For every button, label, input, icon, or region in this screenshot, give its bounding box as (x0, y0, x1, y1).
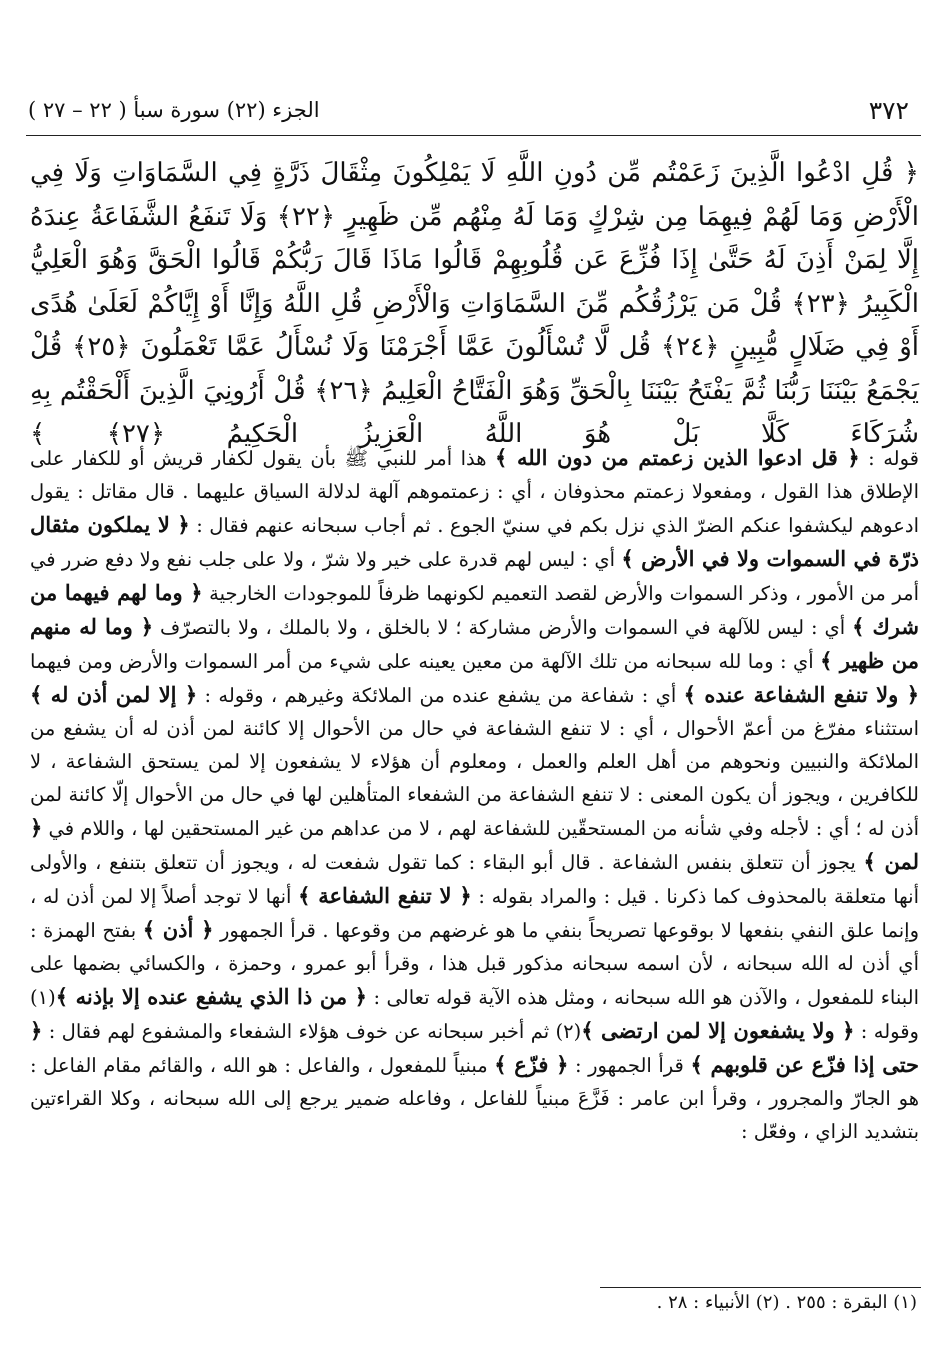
running-head: الجزء (٢٢) سورة سبأ ( ٢٢ – ٢٧ ) (28, 98, 320, 122)
tafsir-segment: يجوز أن تتعلق بنفس الشفاعة . قال أبو البقاء : كما تقول شفعت له ، ويجوز أن تتعلق بتنفع ، والأولى أنها متعلقة بالمحذوف كما ذكرنا . قيل : والمراد بقوله : (30, 851, 920, 908)
tafsir-segment: هذا أمر للنبي ﷺ بأن يقول لكفار قريش أو للكفار على الإطلاق هذا القول ، ومفعولا زعمتم محذوفان ، أي : زعمتموهم آلهة لدلالة السياق عليهما . قال مقاتل : يقول ادعوهم ليكشفوا عنكم الضرّ الذي نزل بكم في سنيّ الجوع . ثم أجاب سبحانه عنهم فقال : (30, 447, 919, 537)
tafsir-segment: (١) وقوله : (30, 986, 919, 1043)
quoted-verse: ﴿ لا يملكون مثقال ذرّة في السموات ولا في الأرض ﴾ (30, 512, 919, 571)
tafsir-segment: أي : وما لله سبحانه من تلك الآلهة من معين يعينه على شيء من أمر السموات والأرض ومن فيهما (30, 650, 821, 673)
tafsir-segment: بفتح الهمزة : أي أذن له الله سبحانه ، لأن اسمه سبحانه مذكور قبل هذا ، وقرأ أبو عمرو ، وحمزة ، والكسائي بضمها على البناء للمفعول ، والآذن هو الله سبحانه ، ومثل هذه الآية قوله تعالى : (30, 919, 919, 1009)
tafsir-segment: قرأ الجمهور : (568, 1054, 691, 1077)
page-number: ٣٧٢ (868, 95, 909, 125)
quoted-verse: ﴿ لمن ﴾ (30, 815, 920, 874)
quoted-verse: ﴿ إلا لمن أذن له ﴾ (30, 682, 198, 707)
tafsir-segment: (٢) ثم أخبر سبحانه عن خوف هؤلاء الشفعاء والمشفوع لهم فقال : (42, 1020, 582, 1043)
tafsir-segment: أي : ليس لهم قدرة على خير ولا شرّ ، ولا على جلب نفع ولا دفع ضرر في أمر من الأمور ، وذكر السموات والأرض لقصد التعميم لكونهما ظرفاً للموجودات الخارجية (30, 548, 919, 605)
quoted-verse: ﴿ لا تنفع الشفاعة ﴾ (298, 883, 472, 908)
page-header (28, 88, 909, 132)
header-divider (26, 135, 921, 136)
quoted-verse: ﴿ فزّع ﴾ (494, 1052, 569, 1077)
quoted-verse: ﴿ حتى إذا فزّع عن قلوبهم ﴾ (30, 1018, 920, 1077)
footnotes: (١) البقرة : ٢٥٥ . (٢) الأنبياء : ٢٨ . (656, 1292, 917, 1313)
tafsir-segment: قوله : (859, 447, 920, 470)
quoted-verse: ﴿ ولا تنفع الشفاعة عنده ﴾ (683, 682, 919, 707)
quoted-verse: ﴿ وما له منهم من ظهير ﴾ (30, 614, 919, 673)
tafsir-segment: مبنياً للمفعول ، والفاعل : هو الله ، والقائم مقام الفاعل : هو الجارّ والمجرور ، وقرأ ابن عامر : فَزَّعَ مبنياً للفاعل ، وفاعله ضمير يرجع إلى الله سبحانه ، وكلا القراءتين بتشديد الزاي ، وفعّل : (30, 1054, 919, 1143)
quoted-verse: ﴿ أذن ﴾ (142, 917, 214, 942)
tafsir-paragraph (30, 441, 919, 1148)
tafsir-segment: أي : شفاعة من يشفع عنده من الملائكة وغيرهم ، وقوله : (197, 684, 684, 707)
tafsir-text (30, 441, 919, 1148)
tafsir-segment: أي : ليس للآلهة في السموات والأرض مشاركة ؛ لا بالخلق ، ولا بالملك ، ولا بالتصرّف (153, 616, 853, 639)
quran-verses: ﴿ قُلِ ادْعُوا الَّذِينَ زَعَمْتُم مِّن دُونِ اللَّهِ لَا يَمْلِكُونَ مِثْقَالَ ذَرَّةٍ فِي السَّمَاوَاتِ وَلَا فِي الْأَرْضِ وَمَا لَهُمْ فِيهِمَا مِن شِرْكٍ وَمَا لَهُ مِنْهُم مِّن ظَهِيرٍ ﴿٢٢﴾ وَلَا تَنفَعُ الشَّفَاعَةُ عِندَهُ إِلَّا لِمَنْ أَذِنَ لَهُ حَتَّىٰ إِذَا فُزِّعَ عَن قُلُوبِهِمْ قَالُوا مَاذَا قَالَ رَبُّكُمْ قَالُوا الْحَقَّ وَهُوَ الْعَلِيُّ الْكَبِيرُ ﴿٢٣﴾ قُلْ مَن يَرْزُقُكُم مِّنَ السَّمَاوَاتِ وَالْأَرْضِ قُلِ اللَّهُ وَإِنَّا أَوْ إِيَّاكُمْ لَعَلَىٰ هُدًى أَوْ فِي ضَلَالٍ مُّبِينٍ ﴿٢٤﴾ قُل لَّا تُسْأَلُونَ عَمَّا أَجْرَمْنَا وَلَا نُسْأَلُ عَمَّا تَعْمَلُونَ ﴿٢٥﴾ قُلْ يَجْمَعُ بَيْنَنَا رَبُّنَا ثُمَّ يَفْتَحُ بَيْنَنَا بِالْحَقِّ وَهُوَ الْفَتَّاحُ الْعَلِيمُ ﴿٢٦﴾ قُلْ أَرُونِيَ الَّذِينَ أَلْحَقْتُم بِهِ شُرَكَاءَ كَلَّا بَلْ هُوَ اللَّهُ الْعَزِيزُ الْحَكِيمُ ﴿٢٧﴾ ﴾ (30, 158, 919, 449)
tafsir-segment: أنها لا توجد أصلاً إلا لمن أذن له ، وإنما علق النفي بنفعها لا بوقوعها تصريحاً بنفي ما هو غرضهم من وقوعها . قرأ الجمهور (30, 885, 919, 942)
footnote-divider (600, 1287, 921, 1288)
quoted-verse: ﴿ ولا يشفعون إلا لمن ارتضى ﴾ (581, 1018, 855, 1043)
quoted-verse: ﴿ قل ادعوا الذين زعمتم من دون الله ﴾ (495, 445, 860, 470)
quoted-verse: ﴿ من ذا الذي يشفع عنده إلا بإذنه ﴾ (55, 984, 367, 1009)
quoted-verse: ﴿ وما لهم فيهما من شرك ﴾ (30, 580, 919, 639)
tafsir-segment: استثناء مفرّغ من أعمّ الأحوال ، أي : لا تنفع الشفاعة في حال من الأحوال إلا كائنة لمن أذن له أن يشفع من الملائكة والنبيين ونحوهم من أهل العلم والعمل ، ومعلوم أن هؤلاء لا يشفعون إلا لمن يستحق الشفاعة ، لا للكافرين ، ويجوز أن يكون المعنى : لا تنفع الشفاعة من الشفعاء المتأهلين لها في حال من الأحوال إلّا كائنة لمن أذن له ؛ أي : لأجله وفي شأنه من المستحقّين للشفاعة لهم ، لا من عداهم من غير المستحقين لها ، واللام في (30, 717, 919, 840)
